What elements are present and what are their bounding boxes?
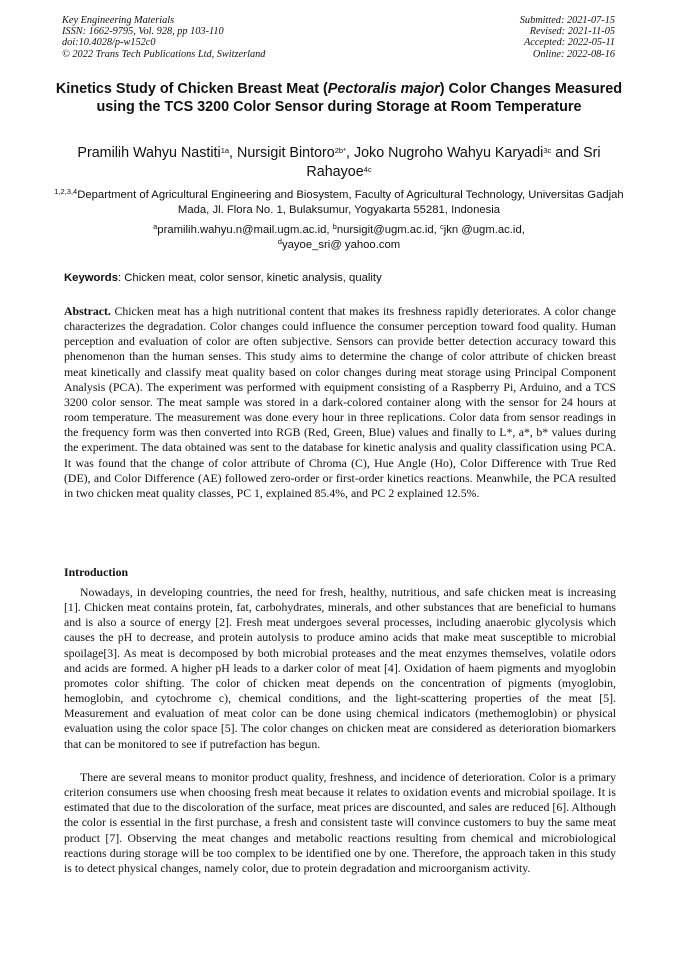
author-list xyxy=(48,144,630,182)
revised-date: Revised: 2021-11-05 xyxy=(529,26,615,38)
author-name: Pramilih Wahyu Nastiti xyxy=(77,145,221,161)
keywords xyxy=(64,271,616,285)
author-separator: , xyxy=(229,145,237,161)
affiliation xyxy=(48,188,630,217)
affiliation-superscript: 1,2,3,4 xyxy=(54,187,78,196)
submission-dates xyxy=(520,15,615,60)
journal-info xyxy=(62,15,265,60)
paper-title xyxy=(48,80,630,117)
email-address[interactable]: nursigit@ugm.ac.id, xyxy=(336,224,440,236)
journal-name: Key Engineering Materials xyxy=(62,15,175,26)
email-superscript: a xyxy=(153,222,158,231)
title-species: Pectoralis major xyxy=(327,81,440,97)
author-name: Joko Nugroho Wahyu Karyadi xyxy=(353,145,544,161)
author-name: Nursigit Bintoro xyxy=(237,145,335,161)
abstract xyxy=(64,304,616,501)
email-superscript: d xyxy=(277,236,282,246)
keywords-label: Keywords xyxy=(64,272,118,284)
title-part-1: Kinetics Study of Chicken Breast Meat ( xyxy=(55,81,328,97)
author-emails xyxy=(48,223,630,252)
online-date: Online: 2022-08-16 xyxy=(532,48,615,60)
copyright-line: © 2022 Trans Tech Publications Ltd, Switzerland xyxy=(62,48,266,60)
email-address[interactable]: jkn @ugm.ac.id, xyxy=(443,224,525,236)
introduction-paragraph: There are several means to monitor product quality, freshness, and incidence of deterioration. Color is a primary criterion consumers use when choosing fresh meat because it relates to oxidation events and microbial spoilage. It is estimated that due to the discoloration of the surface, meat prices are discounted, and sales are reduced [6]. Although the color is essential in the first purchase, a fresh and consistent taste will convince customers to buy the same meat product [7]. Observing the meat changes and metabolic reactions resulting from chemical and microbiological reactions during storage will be too complex to be identified one by one. Therefore, the approach taken in this study is to detect physical changes, namely color, due to protein degradation and microorganism activity. xyxy=(64,770,616,875)
author-superscript: 4c xyxy=(363,165,372,174)
author-superscript: 1a xyxy=(220,146,230,155)
submitted-date: Submitted: 2021-07-15 xyxy=(519,15,615,26)
email-superscript: b xyxy=(332,222,337,231)
title-part-2: ) Color Changes Measured using the TCS 3200 Color Sensor during Storage at Room Temperature xyxy=(96,81,623,116)
author-superscript: 2b* xyxy=(334,146,346,155)
accepted-date: Accepted: 2022-05-11 xyxy=(523,37,615,49)
section-heading-introduction: Introduction xyxy=(64,565,129,579)
email-address[interactable]: pramilih.wahyu.n@mail.ugm.ac.id, xyxy=(157,224,333,236)
email-superscript: c xyxy=(439,222,444,231)
affiliation-text: Department of Agricultural Engineering and Biosystem, Faculty of Agricultural Technology, Universitas Gadjah Mada, Jl. Flora No. 1, Bulaksumur, Yogyakarta 55281, Indonesia xyxy=(77,189,624,216)
issn-line: ISSN: 1662-9795, Vol. 928, pp 103-110 xyxy=(62,26,224,38)
author-name: Sri Rahayoe xyxy=(306,145,601,180)
author-superscript: 3c xyxy=(543,146,552,155)
keywords-text: : Chicken meat, color sensor, kinetic analysis, quality xyxy=(118,272,382,284)
abstract-text: Chicken meat has a high nutritional content that makes its freshness rapidly deteriorates. A color change characterizes the degradation. Color changes could influence the consumer perception toward food quality. Human perception and evaluation of color are often subjective. Sensors can provide better detection accuracy toward this phenomenon than the human senses. This study aims to determine the change of color attribute of chicken breast meat kinetically and classify meat quality based on color changes during meat storage using Principal Component Analysis (PCA). The experiment was performed with equipment consisting of a Raspberry Pi, Arduino, and a TCS 3200 color sensor. The meat sample was stored in a dark-colored container along with the sensor for 24 hours at room temperature. The measurement was done every hour in three replications. Color data from sensor readings in the frequency form was then converted into RGB (Red, Green, Blue) values and finally to L*, a*, b* values during the experiment. The data obtained was sent to the database for kinetic analysis and quality classification using PCA. It was found that the change of color attribute of Chroma (C), Hue Angle (Ho), Color Difference with True Red (DE), and Color Difference (AE) followed zero-order or first-order kinetics reactions. Meanwhile, the PCA resulted in two chicken meat quality classes, PC 1, explained 85.4%, and PC 2 explained 12.5%. xyxy=(64,304,616,500)
abstract-label: Abstract. xyxy=(64,304,111,318)
email-address[interactable]: yayoe_sri@ yahoo.com xyxy=(281,238,401,251)
author-separator: , xyxy=(346,145,354,161)
author-separator: and xyxy=(551,145,584,161)
introduction-paragraph: Nowadays, in developing countries, the need for fresh, healthy, nutritious, and safe chicken meat is increasing [1]. Chicken meat contains protein, fat, carbohydrates, minerals, and other substances that are beneficial to humans and is also a source of energy [2]. Fresh meat undergoes several processes, including anaerobic glycolysis which causes the pH to decrease, and protein autolysis to produce amino acids that make meat susceptible to microbial spoilage[3]. As meat is decomposed by both microbial proteases and the meat enzymes themselves, volatile odors and acids are formed. A higher pH leads to a darker color of meat [4]. Oxidation of haem pigments and myoglobin promotes color shifting. The color of chicken meat depends on the concentration of pigments (myoglobin, hemoglobin, and cytochrome c), chemical conditions, and the light-scattering properties of the meat [5]. Measurement and evaluation of meat color can be done using chemical indicators (methemoglobin) or physical evaluation using the color space [5]. The color changes on chicken meat are considered as deterioration biomarkers that can be monitored to see if putrefaction has begun. xyxy=(64,585,616,751)
doi-line[interactable]: doi:10.4028/p-w152c0 xyxy=(62,37,156,49)
